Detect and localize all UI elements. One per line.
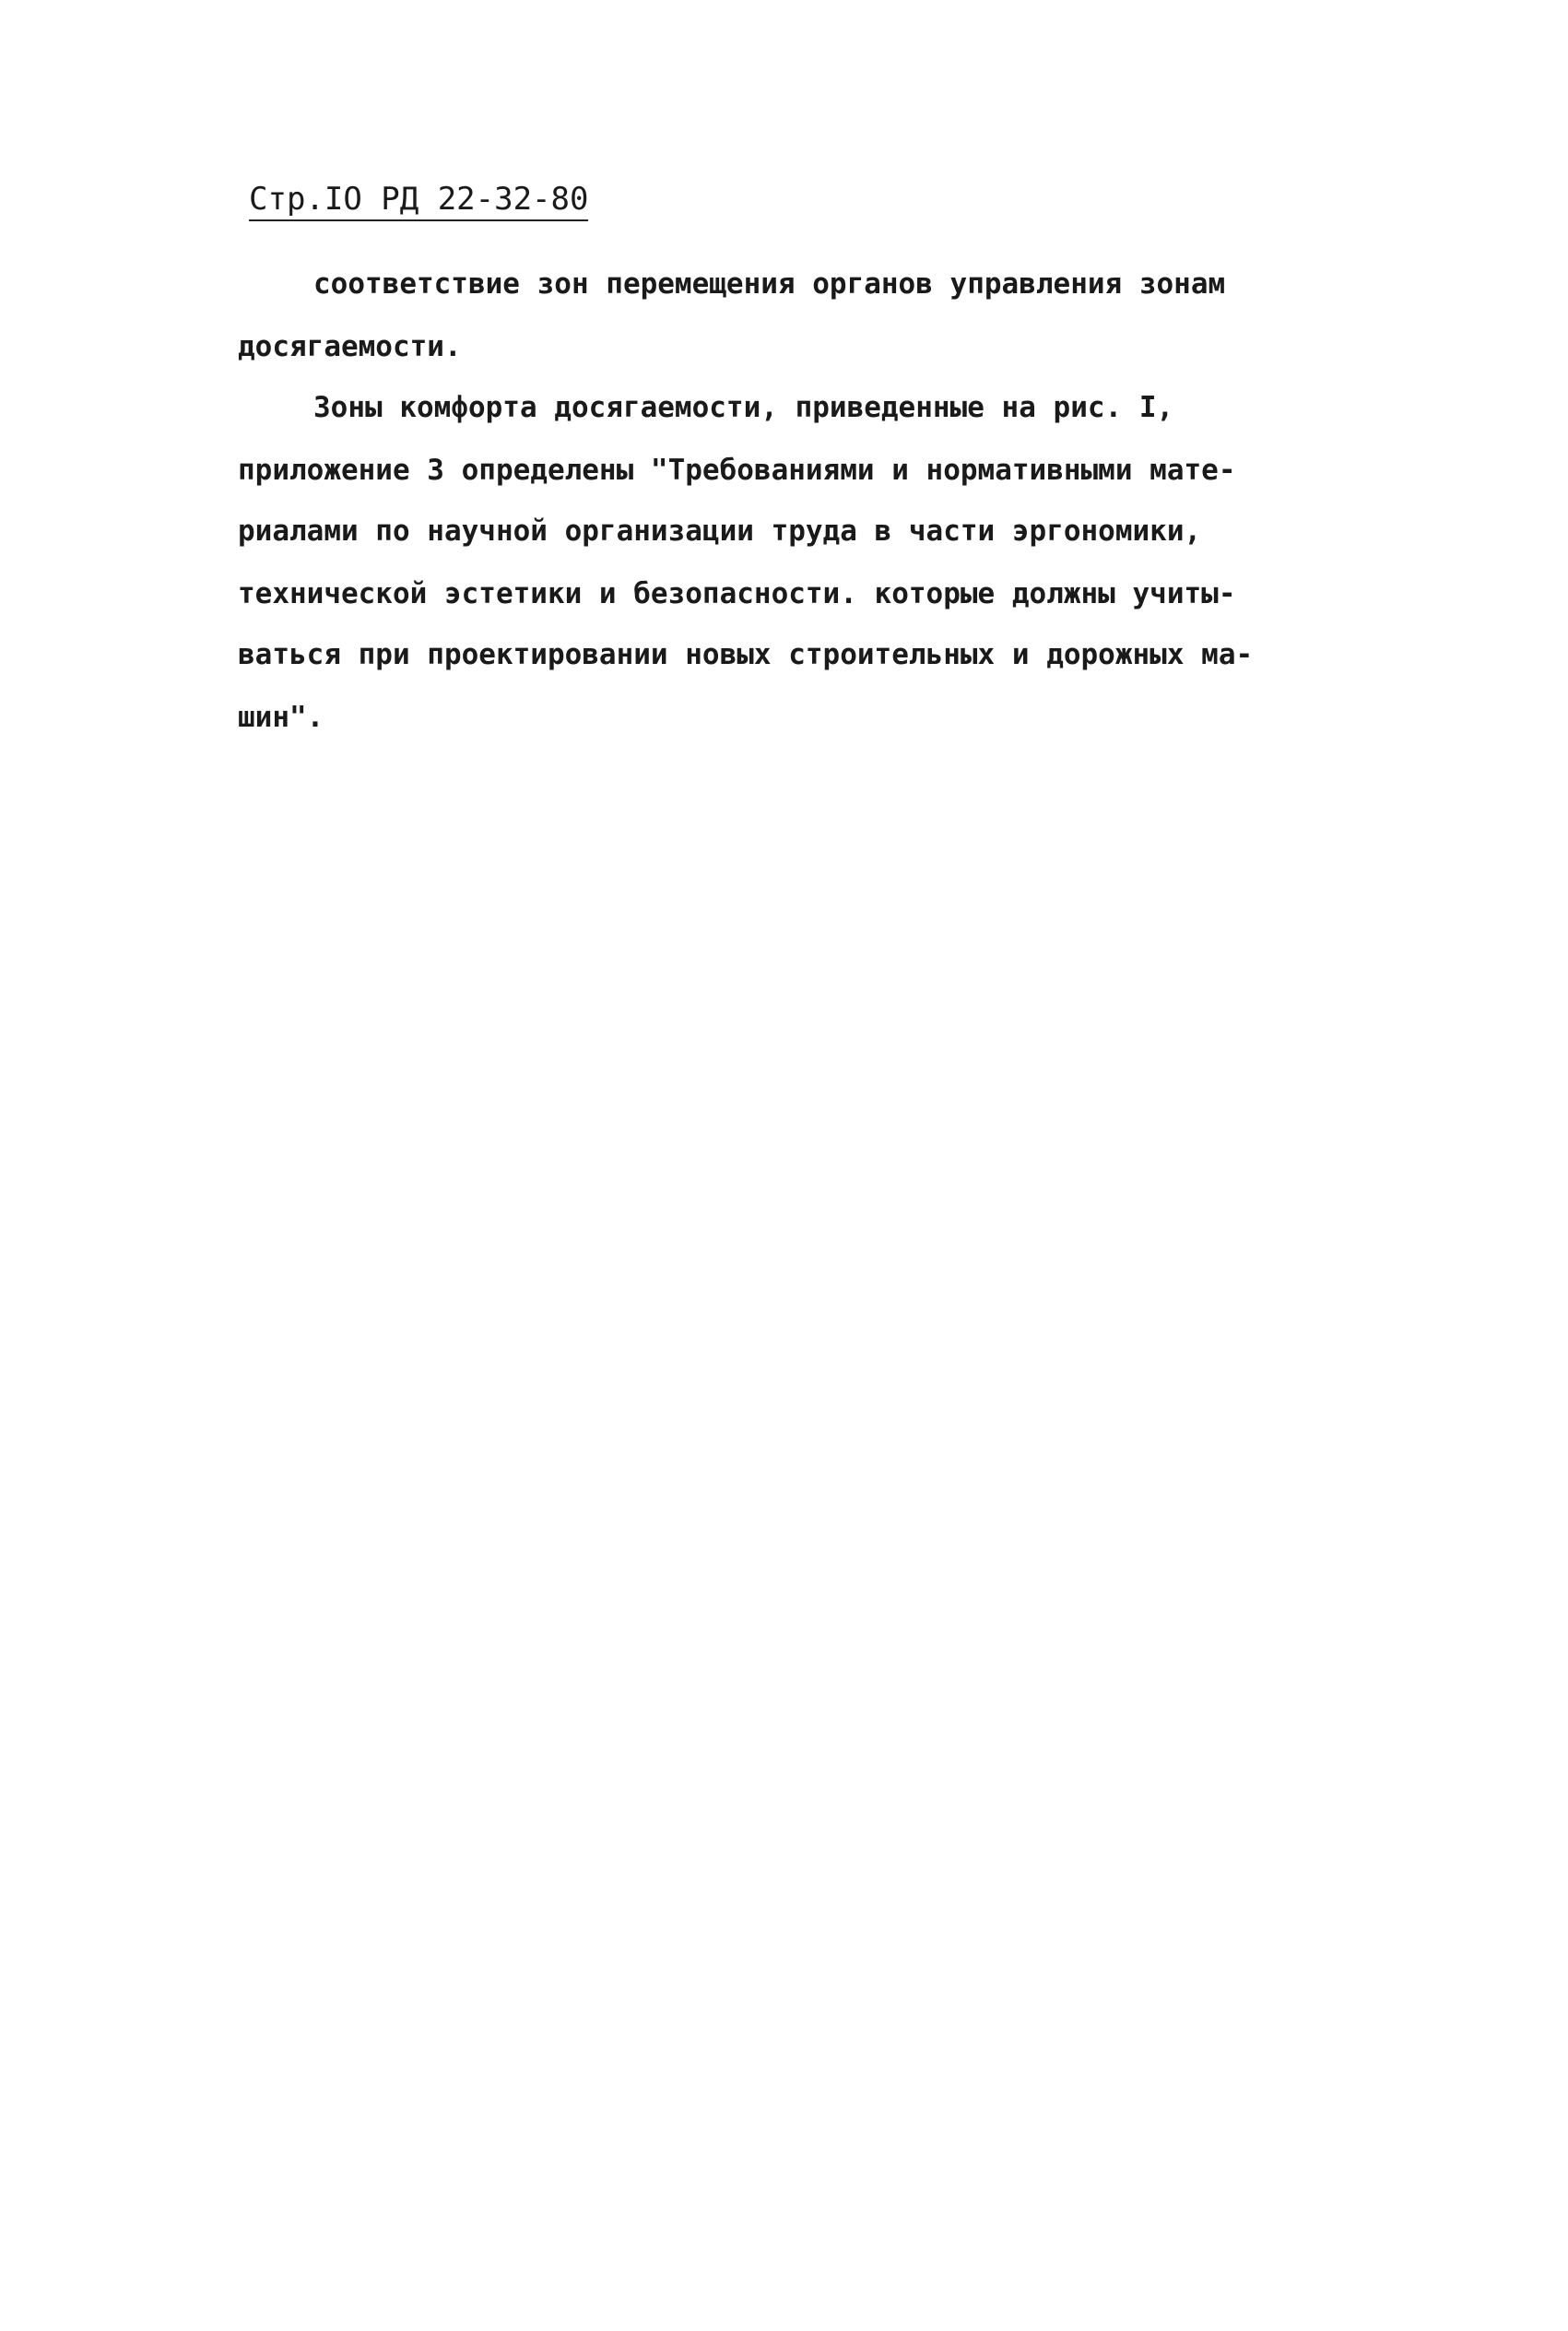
text-line: шин". (238, 701, 324, 734)
text-line: Зоны комфорта досягаемости, приведенные на рис. I, (313, 391, 1174, 424)
text-line: досягаемости. (238, 330, 462, 363)
text-line: риалами по научной организации труда в части эргономики, (238, 515, 1202, 548)
text-line: технической эстетики и безопасности. которые должны учиты- (238, 577, 1236, 610)
text-line: ваться при проектировании новых строительных и дорожных ма- (238, 638, 1254, 671)
page-header: Стр.IO РД 22-32-80 (249, 181, 588, 221)
text-line: соответствие зон перемещения органов управления зонам (313, 267, 1226, 301)
text-line: приложение 3 определены "Требованиями и нормативными мате- (238, 454, 1236, 487)
